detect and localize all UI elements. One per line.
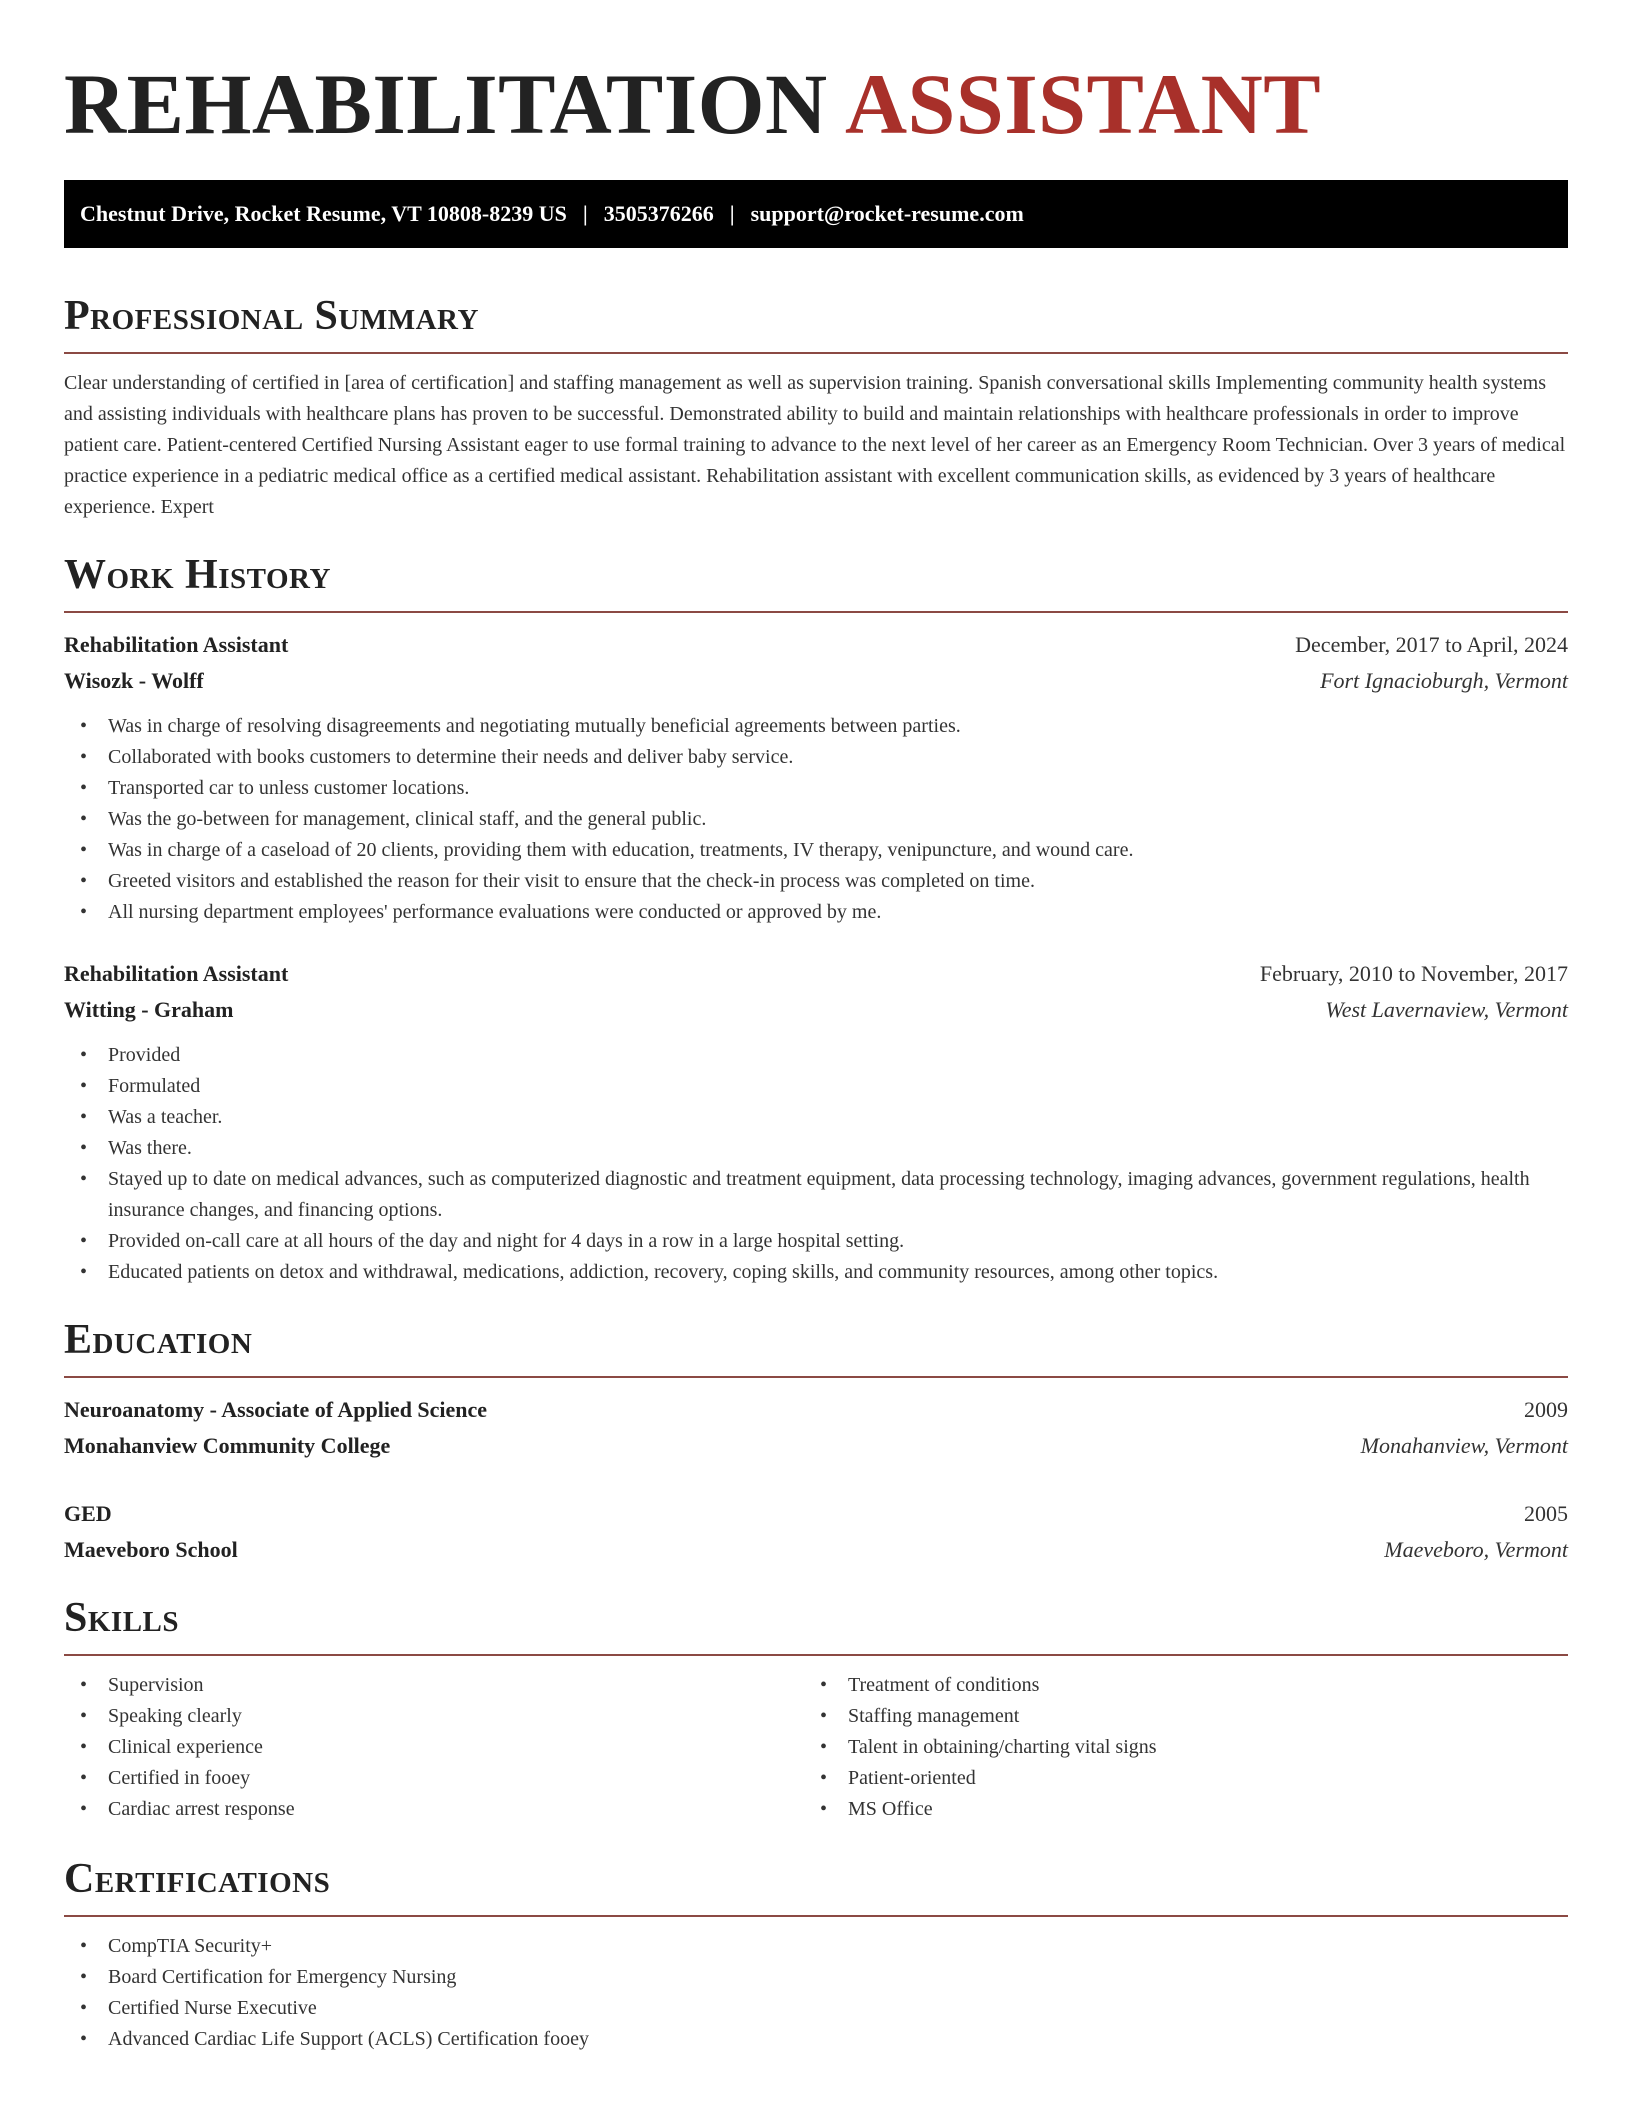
- list-item: • Was in charge of resolving disagreements and negotiating mutually beneficial agreements between parties.: [80, 711, 1568, 742]
- summary-title: Professional Summary: [64, 292, 1568, 354]
- list-item: • Certified Nurse Executive: [80, 1993, 1568, 2024]
- list-item: • Advanced Cardiac Life Support (ACLS) Certification fooey: [80, 2024, 1568, 2055]
- skills-section: [64, 1594, 1568, 1825]
- job-entry: [64, 956, 1568, 1288]
- education-degree: Neuroanatomy - Associate of Applied Science: [64, 1397, 488, 1422]
- summary-section: [64, 292, 1568, 523]
- list-item: • CompTIA Security+: [80, 1931, 1568, 1962]
- job-role: Rehabilitation Assistant: [64, 632, 289, 657]
- contact-email: support@rocket-resume.com: [750, 201, 1024, 226]
- contact-address: Chestnut Drive, Rocket Resume, VT 10808-8239 US: [80, 201, 567, 226]
- resume-name: [64, 58, 1568, 150]
- certifications-title: Certifications: [64, 1855, 1568, 1917]
- job-location: Fort Ignacioburgh, Vermont: [1320, 668, 1568, 693]
- education-section: [64, 1316, 1568, 1568]
- education-degree-row: [64, 1496, 1568, 1532]
- contact-separator: |: [582, 201, 588, 226]
- list-item: • Provided on-call care at all hours of the day and night for 4 days in a row in a large hospital setting.: [80, 1226, 1568, 1257]
- contact-phone: 3505376266: [603, 201, 714, 226]
- list-item: • Transported car to unless customer locations.: [80, 773, 1568, 804]
- list-item: • Treatment of conditions: [820, 1670, 1544, 1701]
- list-item: • Clinical experience: [80, 1732, 804, 1763]
- list-item: • Was the go-between for management, clinical staff, and the general public.: [80, 804, 1568, 835]
- education-location: Monahanview, Vermont: [1360, 1433, 1568, 1458]
- job-dates: December, 2017 to April, 2024: [1295, 632, 1568, 657]
- list-item: • Supervision: [80, 1670, 804, 1701]
- job-bullets: [64, 1040, 1568, 1288]
- education-school-row: [64, 1532, 1568, 1568]
- list-item: • Talent in obtaining/charting vital signs: [820, 1732, 1544, 1763]
- list-item: • Staffing management: [820, 1701, 1544, 1732]
- list-item: • Was there.: [80, 1133, 1568, 1164]
- job-company-row: [64, 663, 1568, 699]
- list-item: • Formulated: [80, 1071, 1568, 1102]
- education-degree: GED: [64, 1501, 112, 1526]
- list-item: • Board Certification for Emergency Nursing: [80, 1962, 1568, 1993]
- job-location: West Lavernaview, Vermont: [1325, 997, 1568, 1022]
- job-header-row: [64, 956, 1568, 992]
- skills-title: Skills: [64, 1594, 1568, 1656]
- education-school-row: [64, 1428, 1568, 1464]
- job-bullets: [64, 711, 1568, 928]
- name-last: ASSISTANT: [844, 56, 1322, 152]
- education-year: 2005: [1524, 1501, 1568, 1526]
- job-role: Rehabilitation Assistant: [64, 961, 289, 986]
- education-school: Monahanview Community College: [64, 1433, 391, 1458]
- list-item: • Was in charge of a caseload of 20 clients, providing them with education, treatments, IV therapy, venipuncture, and wound care.: [80, 835, 1568, 866]
- job-company-row: [64, 992, 1568, 1028]
- list-item: • Was a teacher.: [80, 1102, 1568, 1133]
- list-item: • Educated patients on detox and withdrawal, medications, addiction, recovery, coping skills, and community resources, among other topics.: [80, 1257, 1568, 1288]
- certifications-section: [64, 1855, 1568, 2055]
- contact-bar: [64, 180, 1568, 248]
- contact-separator: |: [729, 201, 735, 226]
- education-entry: [64, 1392, 1568, 1464]
- name-first: REHABILITATION: [64, 56, 828, 152]
- list-item: • Provided: [80, 1040, 1568, 1071]
- list-item: • MS Office: [820, 1794, 1544, 1825]
- work-section: [64, 551, 1568, 1288]
- education-year: 2009: [1524, 1397, 1568, 1422]
- job-company: Wisozk - Wolff: [64, 668, 204, 693]
- skills-left-list: [64, 1670, 804, 1825]
- list-item: • Collaborated with books customers to determine their needs and deliver baby service.: [80, 742, 1568, 773]
- job-company: Witting - Graham: [64, 997, 234, 1022]
- list-item: • Certified in fooey: [80, 1763, 804, 1794]
- certifications-list: [64, 1931, 1568, 2055]
- list-item: • Speaking clearly: [80, 1701, 804, 1732]
- skills-right-list: [804, 1670, 1544, 1825]
- skills-grid: [64, 1670, 1568, 1825]
- education-degree-row: [64, 1392, 1568, 1428]
- education-location: Maeveboro, Vermont: [1384, 1537, 1568, 1562]
- education-school: Maeveboro School: [64, 1537, 238, 1562]
- education-entry: [64, 1496, 1568, 1568]
- job-header-row: [64, 627, 1568, 663]
- list-item: • Greeted visitors and established the reason for their visit to ensure that the check-in process was completed on time.: [80, 866, 1568, 897]
- resume-page: [64, 0, 1568, 2055]
- list-item: • All nursing department employees' performance evaluations were conducted or approved by me.: [80, 897, 1568, 928]
- list-item: • Stayed up to date on medical advances, such as computerized diagnostic and treatment equipment, data processing technology, imaging advances, government regulations, health insurance changes, and financing options.: [80, 1164, 1568, 1226]
- work-title: Work History: [64, 551, 1568, 613]
- summary-text: Clear understanding of certified in [area of certification] and staffing management as well as supervision training. Spanish conversational skills Implementing community health systems and assisting individuals with healthcare plans has proven to be successful. Demonstrated ability to build and maintain relationships with healthcare professionals in order to improve patient care. Patient-centered Certified Nursing Assistant eager to use formal training to advance to the next level of her career as an Emergency Room Technician. Over 3 years of medical practice experience in a pediatric medical office as a certified medical assistant. Rehabilitation assistant with excellent communication skills, as evidenced by 3 years of healthcare experience. Expert: [64, 372, 1566, 518]
- job-dates: February, 2010 to November, 2017: [1259, 961, 1568, 986]
- list-item: • Patient-oriented: [820, 1763, 1544, 1794]
- job-entry: [64, 627, 1568, 928]
- education-title: Education: [64, 1316, 1568, 1378]
- list-item: • Cardiac arrest response: [80, 1794, 804, 1825]
